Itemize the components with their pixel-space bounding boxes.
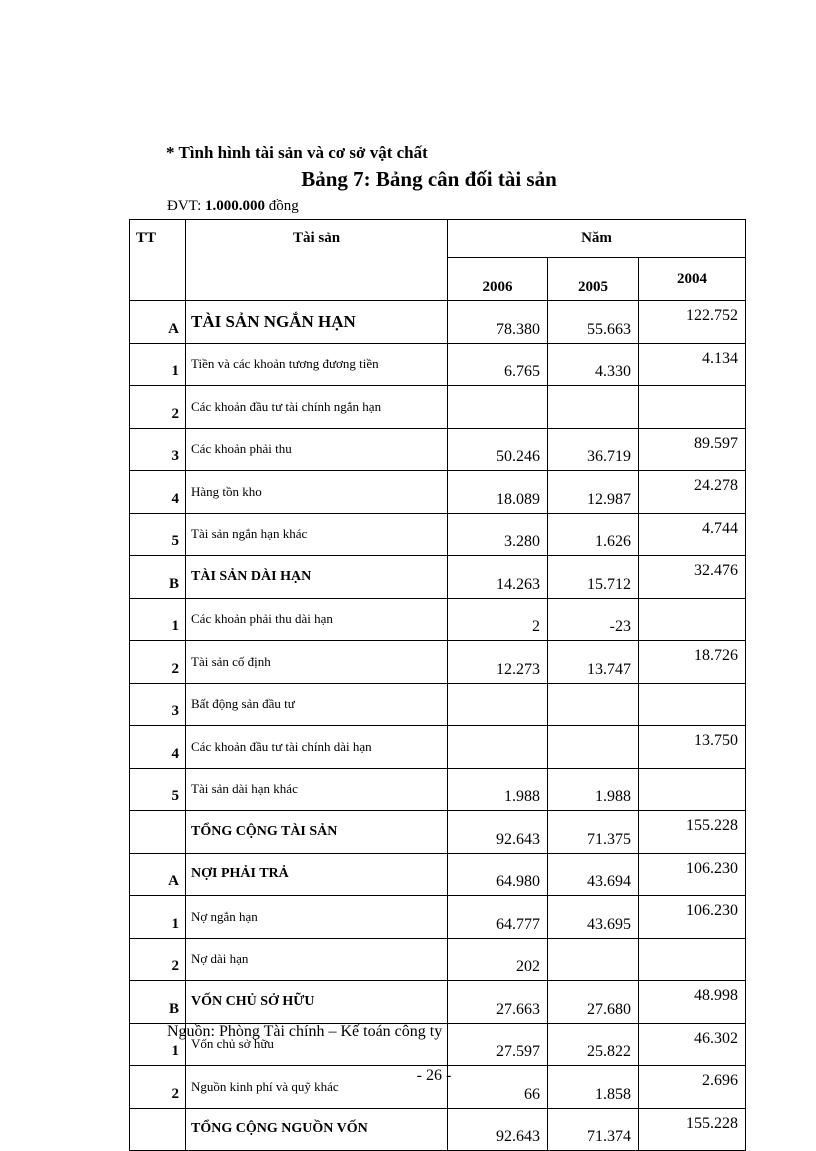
row-tt: 1 <box>130 598 186 641</box>
row-value-2006 <box>448 726 548 769</box>
table-row <box>130 343 746 386</box>
row-value-2006: 92.643 <box>448 811 548 854</box>
row-value-2005: -23 <box>548 598 639 641</box>
row-value-2006: 78.380 <box>448 301 548 344</box>
table-row <box>130 853 746 896</box>
row-value-2004: 4.744 <box>639 513 746 556</box>
table-row <box>130 386 746 429</box>
row-value-2004: 2.696 <box>639 1066 746 1109</box>
row-value-2005 <box>548 938 639 981</box>
row-value-2006: 64.777 <box>448 896 548 939</box>
row-tt: 2 <box>130 386 186 429</box>
row-asset-name: VỐN CHỦ SỞ HỮU <box>186 981 448 1024</box>
row-value-2006: 64.980 <box>448 853 548 896</box>
page-number: - 26 - <box>416 1067 452 1084</box>
row-value-2004 <box>639 598 746 641</box>
row-tt: B <box>130 981 186 1024</box>
section-title: * Tình hình tài sản và cơ sở vật chất <box>166 143 428 162</box>
row-asset-name: Các khoản đầu tư tài chính dài hạn <box>186 726 448 769</box>
table-row <box>130 1108 746 1151</box>
row-value-2004 <box>639 768 746 811</box>
row-value-2006: 3.280 <box>448 513 548 556</box>
table-row <box>130 683 746 726</box>
row-value-2006: 18.089 <box>448 471 548 514</box>
table-row <box>130 938 746 981</box>
row-value-2006 <box>448 386 548 429</box>
row-tt: 3 <box>130 428 186 471</box>
row-value-2004 <box>639 683 746 726</box>
row-tt <box>130 811 186 854</box>
row-asset-name: TỔNG CỘNG NGUỒN VỐN <box>186 1108 448 1151</box>
row-value-2004: 48.998 <box>639 981 746 1024</box>
row-value-2004 <box>639 386 746 429</box>
row-tt: 5 <box>130 513 186 556</box>
row-value-2005: 12.987 <box>548 471 639 514</box>
row-tt: 2 <box>130 641 186 684</box>
row-value-2006: 2 <box>448 598 548 641</box>
row-value-2006: 92.643 <box>448 1108 548 1151</box>
row-value-2006: 6.765 <box>448 343 548 386</box>
row-value-2005: 71.374 <box>548 1108 639 1151</box>
row-value-2006: 14.263 <box>448 556 548 599</box>
table-row <box>130 513 746 556</box>
row-asset-name: Tiền và các khoản tương đương tiền <box>186 343 448 386</box>
table-row <box>130 981 746 1024</box>
row-asset-name: NỢI PHẢI TRẢ <box>186 853 448 896</box>
row-tt: 4 <box>130 726 186 769</box>
row-asset-name: Các khoản phải thu dài hạn <box>186 598 448 641</box>
row-asset-name: TÀI SẢN NGẮN HẠN <box>186 301 448 344</box>
row-tt: 1 <box>130 896 186 939</box>
row-value-2006: 1.988 <box>448 768 548 811</box>
row-value-2004: 32.476 <box>639 556 746 599</box>
row-asset-name: Hàng tồn kho <box>186 471 448 514</box>
row-value-2004: 24.278 <box>639 471 746 514</box>
row-tt: 5 <box>130 768 186 811</box>
row-value-2004: 46.302 <box>639 1023 746 1066</box>
table-row <box>130 896 746 939</box>
row-value-2006: 202 <box>448 938 548 981</box>
row-value-2004: 13.750 <box>639 726 746 769</box>
row-value-2004: 122.752 <box>639 301 746 344</box>
row-value-2004: 4.134 <box>639 343 746 386</box>
row-value-2006 <box>448 683 548 726</box>
row-asset-name: Nguồn kinh phí và quỹ khác <box>186 1066 448 1109</box>
table-row <box>130 811 746 854</box>
row-tt: 3 <box>130 683 186 726</box>
header-tt: TT <box>130 220 186 301</box>
balance-sheet-table <box>129 219 746 1151</box>
unit-label: ĐVT: <box>167 198 205 214</box>
row-value-2005: 25.822 <box>548 1023 639 1066</box>
table-row <box>130 726 746 769</box>
row-value-2006: 27.663 <box>448 981 548 1024</box>
row-asset-name: TỔNG CỘNG TÀI SẢN <box>186 811 448 854</box>
table-row <box>130 598 746 641</box>
row-value-2005: 4.330 <box>548 343 639 386</box>
row-asset-name: TÀI SẢN DÀI HẠN <box>186 556 448 599</box>
header-year-2004: 2004 <box>639 258 746 301</box>
table-row <box>130 768 746 811</box>
row-asset-name: Tài sản dài hạn khác <box>186 768 448 811</box>
row-value-2006: 50.246 <box>448 428 548 471</box>
row-tt: B <box>130 556 186 599</box>
unit-suffix: đồng <box>265 198 299 214</box>
row-asset-name: Tài sản ngắn hạn khác <box>186 513 448 556</box>
row-value-2005 <box>548 726 639 769</box>
unit-value: 1.000.000 <box>205 198 265 214</box>
row-tt: A <box>130 853 186 896</box>
row-asset-name: Nợ ngắn hạn <box>186 896 448 939</box>
row-value-2005: 1.988 <box>548 768 639 811</box>
header-year-group: Năm <box>448 220 746 258</box>
table-title: Bảng 7: Bảng cân đối tài sản <box>301 167 557 191</box>
row-tt: 1 <box>130 343 186 386</box>
row-asset-name: Các khoản phải thu <box>186 428 448 471</box>
row-asset-name: Vốn chủ sở hữu <box>186 1023 448 1066</box>
source-note: Nguồn: Phòng Tài chính – Kế toán công ty <box>167 1023 443 1040</box>
row-tt: 2 <box>130 938 186 981</box>
table-row <box>130 428 746 471</box>
row-tt: 1 <box>130 1023 186 1066</box>
row-asset-name: Nợ dài hạn <box>186 938 448 981</box>
row-tt: 4 <box>130 471 186 514</box>
row-value-2004: 106.230 <box>639 896 746 939</box>
row-value-2005: 1.858 <box>548 1066 639 1109</box>
row-value-2004: 106.230 <box>639 853 746 896</box>
row-tt: A <box>130 301 186 344</box>
row-value-2005: 1.626 <box>548 513 639 556</box>
row-value-2005: 55.663 <box>548 301 639 344</box>
row-value-2005: 36.719 <box>548 428 639 471</box>
row-value-2006: 66 <box>448 1066 548 1109</box>
header-year-2005: 2005 <box>548 258 639 301</box>
table-row <box>130 556 746 599</box>
row-value-2006: 12.273 <box>448 641 548 684</box>
row-value-2005 <box>548 683 639 726</box>
row-value-2005 <box>548 386 639 429</box>
unit-line <box>167 198 299 215</box>
table-row <box>130 301 746 344</box>
table-row <box>130 641 746 684</box>
row-value-2005: 43.695 <box>548 896 639 939</box>
row-value-2004: 89.597 <box>639 428 746 471</box>
row-tt <box>130 1108 186 1151</box>
row-value-2004: 155.228 <box>639 1108 746 1151</box>
row-asset-name: Tài sản cố định <box>186 641 448 684</box>
row-value-2005: 15.712 <box>548 556 639 599</box>
row-value-2004: 18.726 <box>639 641 746 684</box>
header-asset: Tài sản <box>186 220 448 301</box>
row-value-2005: 13.747 <box>548 641 639 684</box>
row-value-2005: 27.680 <box>548 981 639 1024</box>
row-asset-name: Các khoản đầu tư tài chính ngắn hạn <box>186 386 448 429</box>
table-row <box>130 471 746 514</box>
header-year-2006: 2006 <box>448 258 548 301</box>
row-value-2004: 155.228 <box>639 811 746 854</box>
row-value-2005: 71.375 <box>548 811 639 854</box>
row-asset-name: Bất động sản đầu tư <box>186 683 448 726</box>
row-value-2004 <box>639 938 746 981</box>
row-value-2005: 43.694 <box>548 853 639 896</box>
row-value-2006: 27.597 <box>448 1023 548 1066</box>
row-tt: 2 <box>130 1066 186 1109</box>
